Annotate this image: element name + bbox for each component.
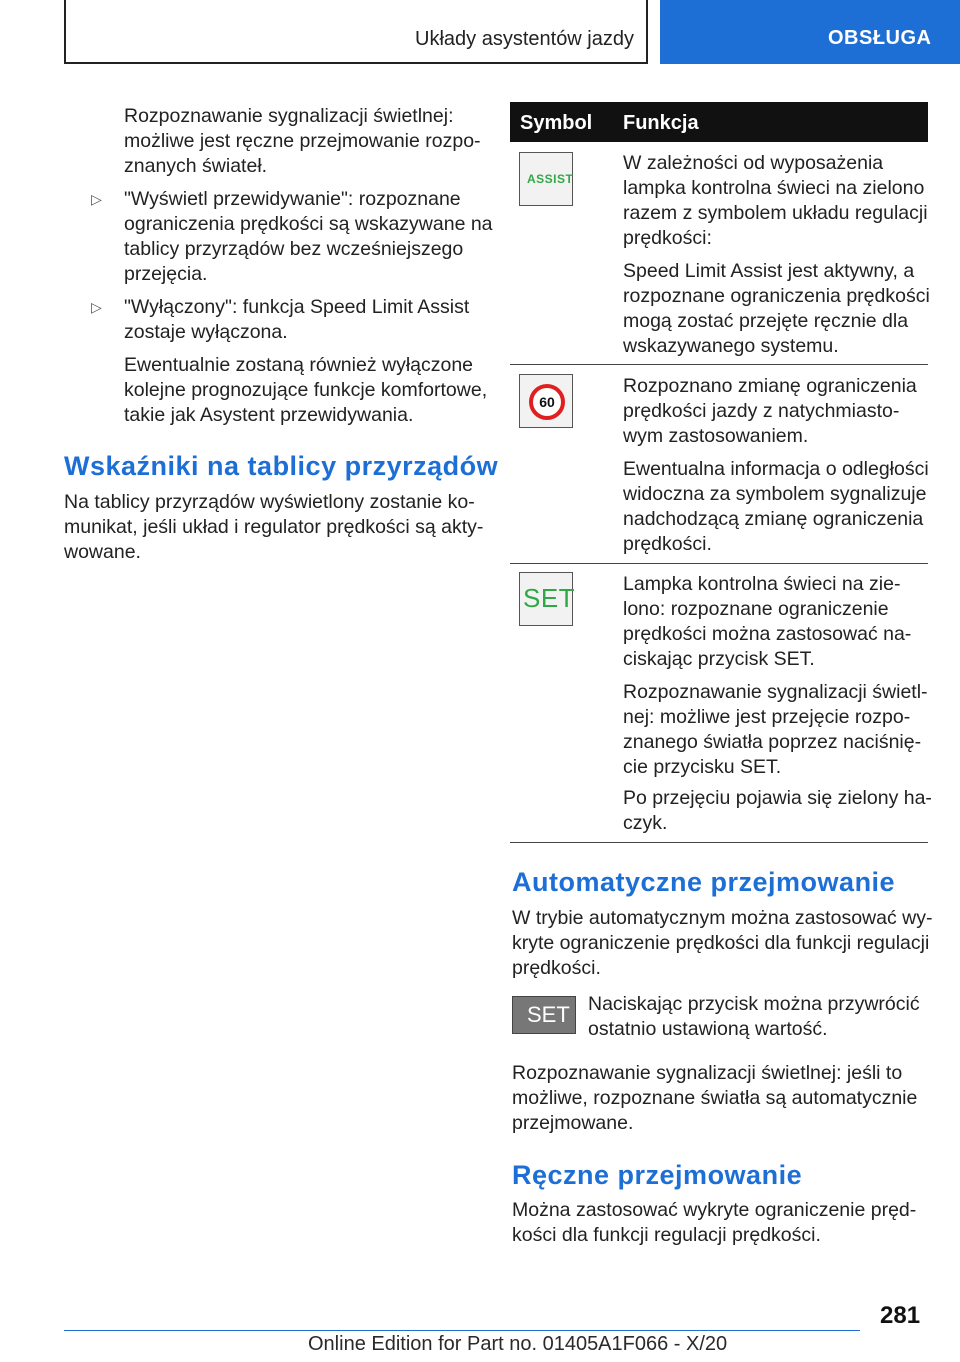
text-line: widoczna za symbolem sygnalizuje <box>623 483 927 505</box>
text-line: kolejne prognozujące funkcje komfortowe, <box>124 379 488 401</box>
header-tab[interactable] <box>660 0 960 64</box>
text-line: Można zastosować wykryte ograniczenie pręd- <box>512 1199 917 1221</box>
speed-limit-sign <box>529 384 565 420</box>
table-header <box>510 102 928 142</box>
table-row-assist-text-2 <box>623 259 930 359</box>
text-line: ostatnio ustawioną wartość. <box>588 1018 828 1040</box>
automatic-paragraph <box>512 906 932 981</box>
table-row-set-text <box>623 572 911 672</box>
bullet-item-off-note <box>124 353 487 428</box>
text-line: ograniczenia prędkości są wskazywane na <box>124 213 493 235</box>
text-line: znanego światła poprzez naciśnię- <box>623 731 922 753</box>
text-line: mogą zostać przejęte ręcznie dla <box>623 310 909 332</box>
text-line: wym zastosowaniem. <box>623 425 809 447</box>
text-line: ciskając przycisk SET. <box>623 648 815 670</box>
header-section-title: Układy asystentów jazdy <box>415 28 634 50</box>
manual-paragraph <box>512 1198 916 1248</box>
table-row-divider <box>510 364 928 365</box>
indicators-paragraph <box>64 490 483 565</box>
footer-divider <box>64 1330 860 1331</box>
table-row-set-text-3 <box>623 786 932 836</box>
text-line: Lampka kontrolna świeci na zie- <box>623 573 901 595</box>
set-button-icon <box>512 996 576 1034</box>
section-heading-manual: Ręczne przejmowanie <box>512 1160 803 1190</box>
table-row-speedlimit-text-2 <box>623 457 929 557</box>
header-tab-label: OBSŁUGA <box>828 27 932 49</box>
text-line: tablicy przyrządów bez wcześniejszego <box>124 238 464 260</box>
speed-limit-sign-icon <box>519 374 573 428</box>
text-line: Speed Limit Assist jest aktywny, a <box>623 260 915 282</box>
text-line: "Wyłączony": funkcja Speed Limit Assist <box>124 296 470 318</box>
table-row-assist-text <box>623 151 928 251</box>
text-line: rozpoznane ograniczenia prędkości <box>623 285 930 307</box>
text-line: kości dla funkcji regulacji prędkości. <box>512 1224 821 1246</box>
bullet-item-preview <box>124 187 493 287</box>
text-line: prędkości jazdy z natychmiasto- <box>623 400 900 422</box>
text-line: Po przejęciu pojawia się zielony ha- <box>623 787 932 809</box>
text-line: możliwe, rozpoznane światła są automatycznie <box>512 1087 918 1109</box>
text-line: prędkości. <box>623 533 712 555</box>
text-line: Ewentualna informacja o odległości <box>623 458 929 480</box>
bullet-item-off <box>124 295 469 345</box>
set-icon-label: SET <box>523 583 576 613</box>
header-section-box <box>64 0 648 64</box>
table-row-divider <box>510 842 928 843</box>
speed-limit-value: 60 <box>539 394 555 410</box>
text-line: Ewentualnie zostaną również wyłączone <box>124 354 474 376</box>
text-line: prędkości można zastosować na- <box>623 623 912 645</box>
section-heading-automatic: Automatyczne przejmowanie <box>512 867 896 897</box>
text-line: "Wyświetl przewidywanie": rozpoznane <box>124 188 461 210</box>
text-line: Rozpoznawanie sygnalizacji świetl- <box>623 681 928 703</box>
text-line: przejęcia. <box>124 263 208 285</box>
set-green-icon <box>519 572 576 626</box>
text-line: Na tablicy przyrządów wyświetlony zostanie ko- <box>64 491 475 513</box>
table-row-set-text-2 <box>623 680 928 780</box>
text-line: lono: rozpoznane ograniczenie <box>623 598 889 620</box>
assist-icon <box>519 152 573 206</box>
triangle-right-icon: ▷ <box>91 299 102 315</box>
text-line: znanych świateł. <box>124 155 268 177</box>
set-button-label: SET <box>527 1002 570 1027</box>
text-line: wowane. <box>64 541 141 563</box>
section-heading-indicators: Wskaźniki na tablicy przyrządów <box>64 451 499 481</box>
table-row-speedlimit-text <box>623 374 917 449</box>
text-line: W trybie automatycznym można zastosować wy- <box>512 907 933 929</box>
footer-edition: Online Edition for Part no. 01405A1F066 - X/20 <box>308 1333 728 1355</box>
text-line: prędkości: <box>623 227 712 249</box>
text-line: lampka kontrolna świeci na zielono <box>623 177 925 199</box>
text-line: Rozpoznawanie sygnalizacji świetlnej: <box>124 105 454 127</box>
text-line: przejmowane. <box>512 1112 634 1134</box>
text-line: Naciskając przycisk można przywrócić <box>588 993 920 1015</box>
triangle-right-icon: ▷ <box>91 191 102 207</box>
text-line: prędkości. <box>512 957 601 979</box>
page-number: 281 <box>880 1302 921 1329</box>
text-line: nadchodzącą zmianę ograniczenia <box>623 508 924 530</box>
text-line: Rozpoznano zmianę ograniczenia <box>623 375 917 397</box>
text-line: wskazywanego systemu. <box>623 335 839 357</box>
intro-paragraph <box>124 104 481 179</box>
assist-icon-label: ASSIST <box>527 172 574 186</box>
text-line: cie przycisku SET. <box>623 756 782 778</box>
text-line: W zależności od wyposażenia <box>623 152 884 174</box>
text-line: Rozpoznawanie sygnalizacji świetlnej: jeśli to <box>512 1062 903 1084</box>
text-line: czyk. <box>623 812 668 834</box>
column-header-function: Funkcja <box>623 112 699 134</box>
column-header-symbol: Symbol <box>520 112 593 134</box>
text-line: kryte ograniczenie prędkości dla funkcji regulacji <box>512 932 930 954</box>
text-line: nej: możliwe jest przejęcie rozpo- <box>623 706 911 728</box>
text-line: razem z symbolem układu regulacji <box>623 202 928 224</box>
table-row-divider <box>510 563 928 564</box>
text-line: takie jak Asystent przewidywania. <box>124 404 414 426</box>
text-line: zostaje wyłączona. <box>124 321 288 343</box>
text-line: możliwe jest ręczne przejmowanie rozpo- <box>124 130 481 152</box>
text-line: munikat, jeśli układ i regulator prędkości są akty- <box>64 516 484 538</box>
traffic-light-paragraph <box>512 1061 917 1136</box>
set-button-description <box>588 992 920 1042</box>
